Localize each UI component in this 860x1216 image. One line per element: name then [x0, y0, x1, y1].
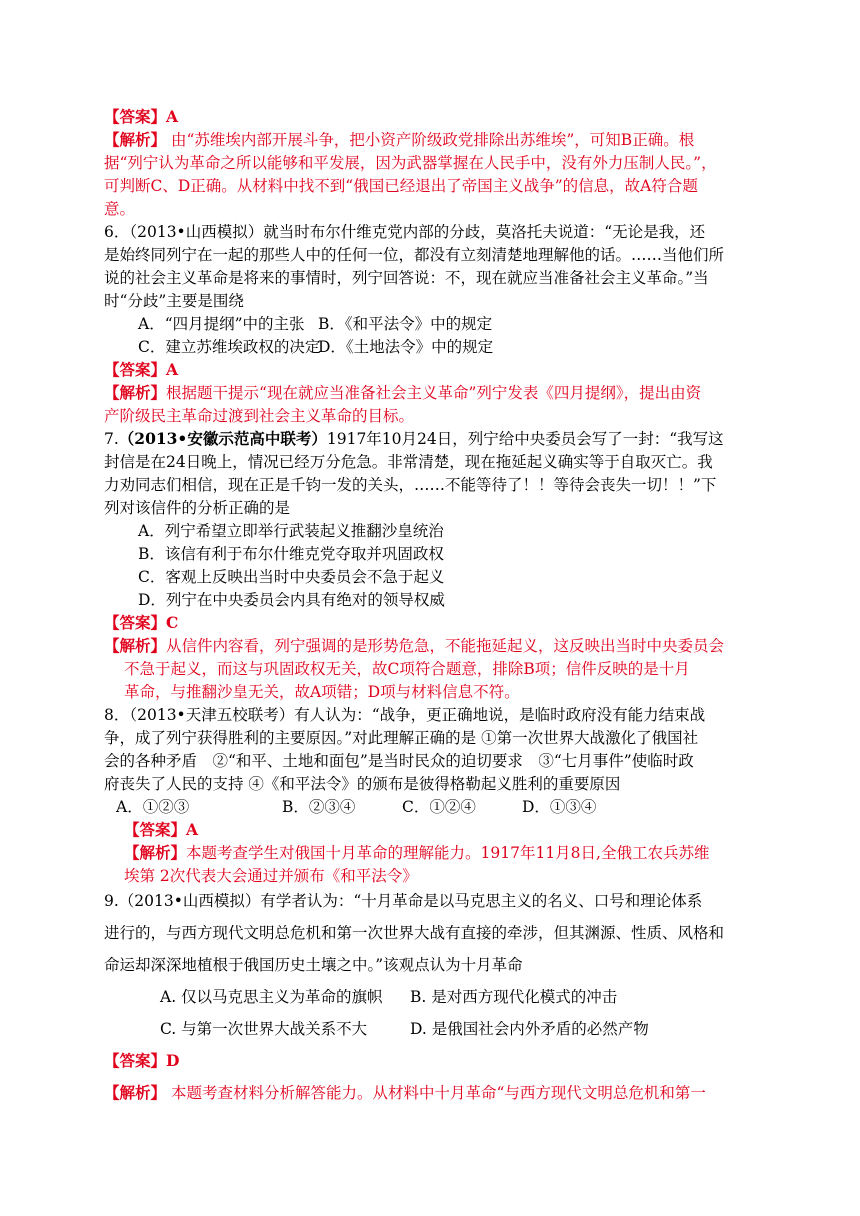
- q6-analysis-line: 【解析】根据题干提示“现在就应当准备社会主义革命”列宁发表《四月提纲》，提出由资: [104, 383, 702, 402]
- q9-options-row: [160, 986, 617, 1008]
- q7-stem-line: 力劝同志们相信，现在正是千钧一发的关头，……不能等待了！！等待会丧失一切！！”下: [104, 476, 717, 494]
- q8-option-a: A．①②③: [116, 798, 190, 816]
- q8-stem-line: 府丧失了人民的支持 ④《和平法令》的颁布是彼得格勒起义胜利的重要原因: [104, 775, 621, 793]
- q7-stem-line: 7.（2013•安徽示范高中联考）1917年10月24日，列宁给中央委员会写了一封：“我写这: [104, 429, 724, 448]
- q8-stem-line: 8．（2013•天津五校联考）有人认为：“战争，更正确地说，是临时政府没有能力结束战: [104, 706, 706, 724]
- q9-stem-line: 命运却深深地植根于俄国历史土壤之中。”该观点认为十月革命: [104, 956, 523, 974]
- q6-options-row: [138, 336, 493, 358]
- q9-option-a: A. 仅以马克思主义为革命的旗帜: [160, 988, 383, 1006]
- q7-analysis-line: 革命，与推翻沙皇无关，故A项错；D项与材料信息不符。: [124, 683, 520, 701]
- q8-stem-line: 会的各种矛盾 ②“和平、土地和面包”是当时民众的迫切要求 ③“七月事件”使临时政: [104, 752, 694, 770]
- q9-stem-line: 9.（2013•山西模拟）有学者认为：“十月革命是以马克思主义的名义、口号和理论体系: [104, 892, 703, 910]
- q5-analysis-line: 【解析】 由“苏维埃内部开展斗争，把小资产阶级政党排除出苏维埃”，可知B正确。根: [104, 130, 695, 149]
- q6-stem-line: 时“分歧”主要是围绕: [104, 292, 244, 310]
- q8-option-d: D．①③④: [522, 798, 597, 816]
- q6-answer: 【答案】A: [104, 360, 179, 379]
- q8-answer: 【答案】A: [124, 820, 199, 839]
- q8-options-row: [116, 796, 596, 818]
- q7-option-b: B．该信有利于布尔什维克党夺取并巩固政权: [138, 545, 444, 563]
- q8-option-b: B．②③④: [282, 798, 356, 816]
- q9-option-d: D. 是俄国社会内外矛盾的必然产物: [410, 1020, 649, 1038]
- q7-analysis-line: 【解析】从信件内容看，列宁强调的是形势危急，不能拖延起义，这反映出当时中央委员会: [104, 636, 725, 655]
- q9-stem-line: 进行的，与西方现代文明总危机和第一次世界大战有直接的牵涉，但其渊源、性质、风格和: [104, 924, 725, 942]
- q6-option-b: B．《和平法令》中的规定: [318, 315, 493, 333]
- q7-stem-line: 列对该信件的分析正确的是: [104, 499, 291, 517]
- q6-options-row: [138, 313, 492, 335]
- q6-stem-line: 6．（2013•山西模拟）就当时布尔什维克党内部的分歧，莫洛托夫说道：“无论是我，还: [104, 223, 706, 241]
- q6-stem-line: 说的社会主义革命是将来的事情时，列宁回答说：不，现在就应当准备社会主义革命。”当: [104, 269, 709, 287]
- q7-stem-line: 封信是在24日晚上，情况已经万分危急。非常清楚，现在拖延起义确实等于自取灭亡。我: [104, 453, 713, 471]
- q5-answer: 【答案】A: [104, 107, 179, 126]
- q5-analysis-line: 据“列宁认为革命之所以能够和平发展，因为武器掌握在人民手中，没有外力压制人民。”，: [104, 154, 717, 172]
- q7-option-d: D．列宁在中央委员会内具有绝对的领导权威: [138, 591, 445, 609]
- q5-analysis-line: 可判断C、D正确。从材料中找不到“俄国已经退出了帝国主义战争”的信息，故A符合题: [104, 177, 698, 195]
- q6-stem-line: 是始终同列宁在一起的那些人中的任何一位，都没有立刻清楚地理解他的话。……当他们所: [104, 246, 725, 264]
- q5-analysis-line: 意。: [104, 200, 136, 218]
- q9-analysis-line: 【解析】 本题考查材料分析解答能力。从材料中十月革命“与西方现代文明总危机和第一: [104, 1083, 706, 1102]
- q9-answer: 【答案】D: [104, 1051, 180, 1070]
- q7-analysis-line: 不急于起义，而这与巩固政权无关，故C项符合题意，排除B项；信件反映的是十月: [124, 660, 690, 678]
- q9-options-row: [160, 1018, 649, 1040]
- q8-stem-line: 争，成了列宁获得胜利的主要原因。”对此理解正确的是 ①第一次世界大战激化了俄国社: [104, 729, 699, 747]
- q8-analysis-line: 【解析】本题考查学生对俄国十月革命的理解能力。1917年11月8日,全俄工农兵苏维: [124, 843, 710, 862]
- q6-option-a: A．“四月提纲”中的主张: [138, 315, 305, 333]
- q9-option-b: B. 是对西方现代化模式的冲击: [410, 988, 618, 1006]
- q7-option-a: A．列宁希望立即举行武装起义推翻沙皇统治: [138, 522, 444, 540]
- q8-option-c: C．①②④: [402, 798, 476, 816]
- q8-analysis-line: 埃第 2次代表大会通过并颁布《和平法令》: [124, 867, 418, 885]
- q6-analysis-line: 产阶级民主革命过渡到社会主义革命的目标。: [104, 407, 415, 425]
- q7-option-c: C．客观上反映出当时中央委员会不急于起义: [138, 568, 445, 586]
- q6-option-c: C．建立苏维埃政权的决定: [138, 338, 321, 356]
- q7-answer: 【答案】C: [104, 613, 179, 632]
- q6-option-d: D．《土地法令》中的规定: [318, 338, 494, 356]
- q9-option-c: C. 与第一次世界大战关系不大: [160, 1020, 368, 1038]
